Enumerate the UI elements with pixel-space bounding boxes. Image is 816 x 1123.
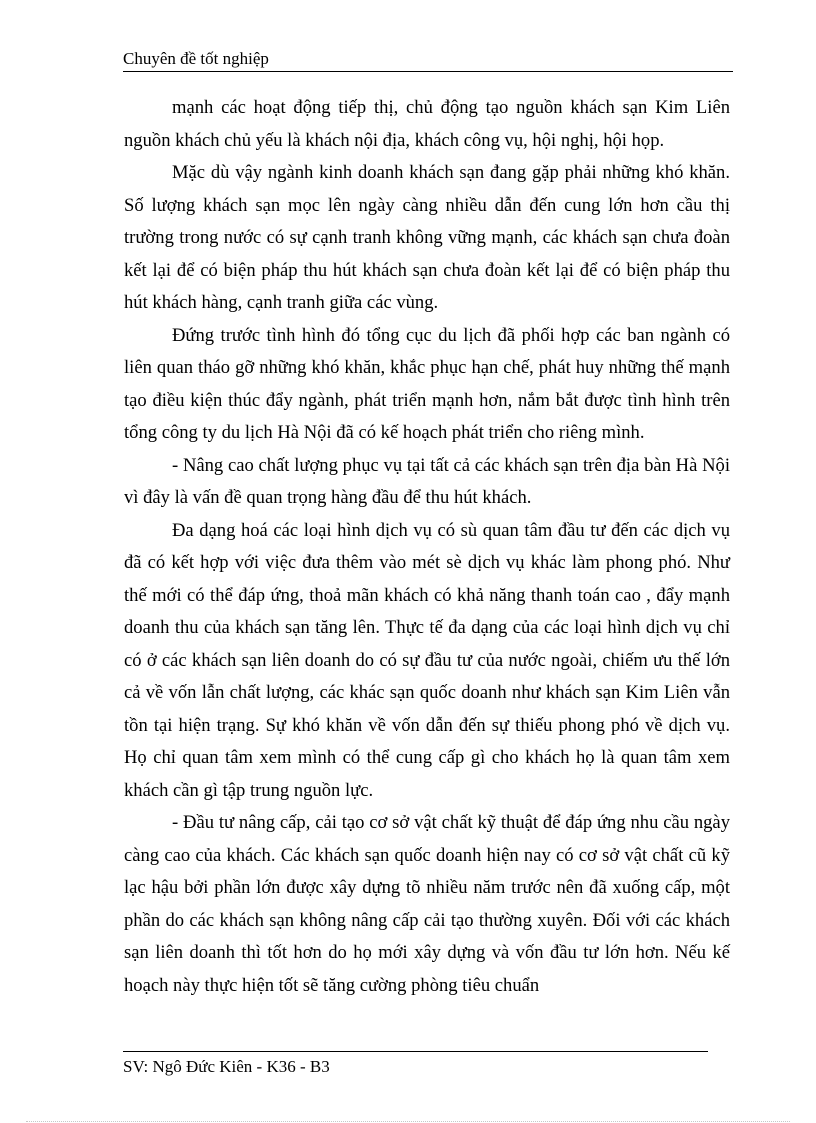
paragraph-1: mạnh các hoạt động tiếp thị, chủ động tạo nguồn khách sạn Kim Liên nguồn khách chủ yếu là khách nội địa, khách công vụ, hội nghị, hội họp. — [124, 97, 730, 151]
paragraph-5: Đa dạng hoá các loại hình dịch vụ có sù quan tâm đầu tư đến các dịch vụ đã có kết hợp với việc đưa thêm vào mét sè dịch vụ khác làm phong phó. Như thế mới có thể đáp ứng, thoả mãn khách có khả năng thanh toán cao , đẩy mạnh doanh thu của khách sạn tăng lên. Thực tế đa dạng của các loại hình dịch vụ chỉ có ở các khách sạn liên doanh do có sự đầu tư của nước ngoài, chiếm ưu thế lớn cả về vốn lẫn chất lượng, các khác sạn quốc doanh như khách sạn Kim Liên vẫn tồn tại hiện trạng. Sự khó khăn về vốn dẫn đến sự thiếu phong phó về dịch vụ. Họ chỉ quan tâm xem mình có thể cung cấp gì cho khách họ là quan tâm xem khách cần gì tập trung nguồn lực. — [124, 519, 730, 801]
header-title: Chuyên đề tốt nghiệp — [123, 49, 269, 68]
footer-divider — [123, 1051, 708, 1052]
paragraph-4: - Nâng cao chất lượng phục vụ tại tất cả các khách sạn trên địa bàn Hà Nội vì đây là vấn đề quan trọng hàng đầu để thu hút khách. — [124, 454, 730, 508]
paragraph-2: Mặc dù vậy ngành kinh doanh khách sạn đang gặp phải những khó khăn. Số lượng khách sạn mọc lên ngày càng nhiều dẫn đến cung lớn hơn cầu thị trường trong nước có sự cạnh tranh không vững mạnh, các khách sạn chưa đoàn kết lại để có biện pháp thu hút khách sạn chưa đoàn kết lại để có biện pháp thu hút khách hàng, cạnh tranh giữa các vùng. — [124, 162, 730, 313]
page-footer — [123, 1056, 330, 1078]
document-body — [124, 92, 730, 1002]
paragraph-3: Đứng trước tình hình đó tổng cục du lịch đã phối hợp các ban ngành có liên quan tháo gỡ những khó khăn, khắc phục hạn chế, phát huy những thế mạnh tạo điều kiện thúc đẩy ngành, phát triển mạnh hơn, nắm bắt được tình hình trên tổng công ty du lịch Hà Nội đã có kế hoạch phát triển cho riêng mình. — [124, 324, 730, 443]
page-border-dotted — [26, 1121, 790, 1122]
page-header — [123, 48, 733, 72]
footer-text: SV: Ngô Đức Kiên - K36 - B3 — [123, 1057, 330, 1076]
paragraph-6: - Đầu tư nâng cấp, cải tạo cơ sở vật chất kỹ thuật để đáp ứng nhu cầu ngày càng cao của khách. Các khách sạn quốc doanh hiện nay có cơ sở vật chất cũ kỹ lạc hậu bởi phần lớn được xây dựng tõ nhiều năm trước nên đã xuống cấp, một phần do các khách sạn không nâng cấp cải tạo thường xuyên. Đối với các khách sạn liên doanh thì tốt hơn do họ mới xây dựng và vốn đầu tư lớn hơn. Nếu kế hoạch này thực hiện tốt sẽ tăng cường phòng tiêu chuẩn — [124, 812, 730, 996]
